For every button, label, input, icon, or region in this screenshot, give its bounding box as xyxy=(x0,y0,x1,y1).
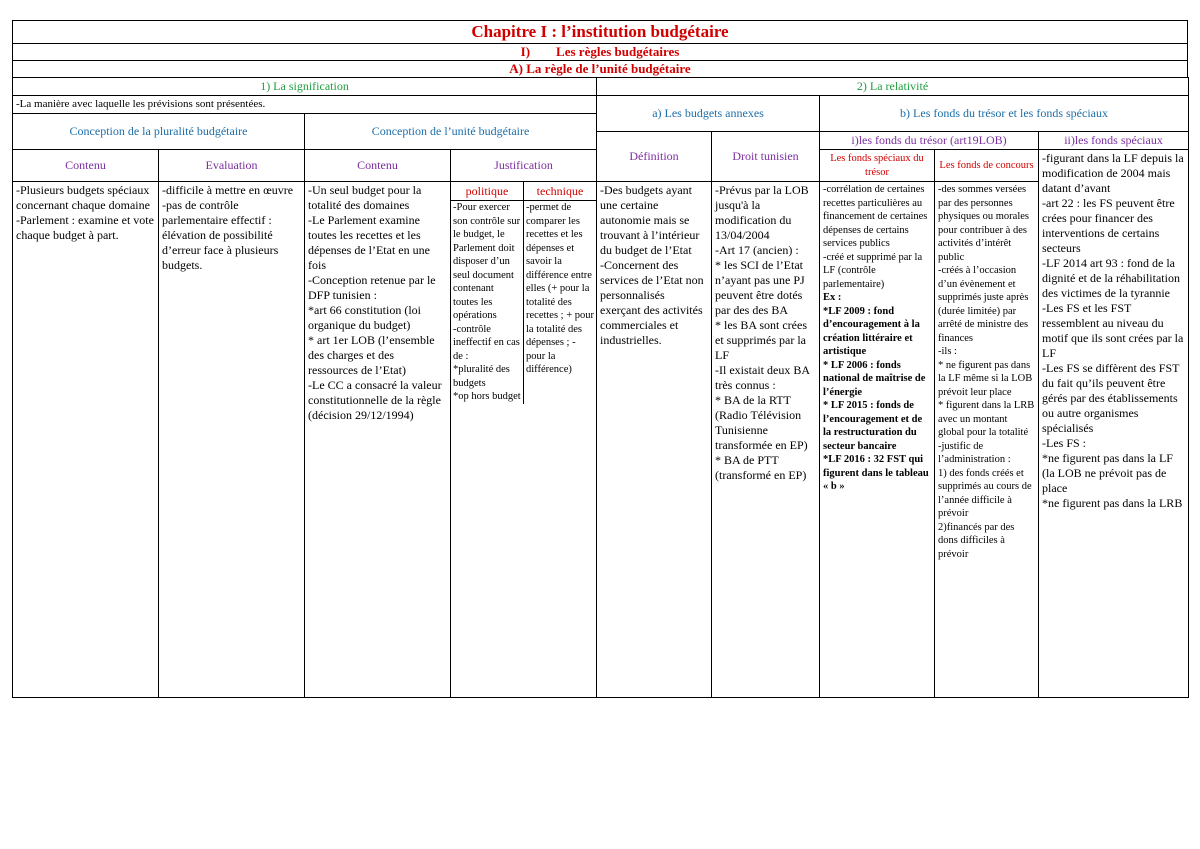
unite-heading: Conception de l’unité budgétaire xyxy=(305,114,597,150)
unite-contenu-cell: -Un seul budget pour la totalité des domaines -Le Parlement examine toutes les recettes et les dépenses de l’Etat en une fois -Conception retenue par le DFP tunisien : *art 66 constitution (loi organique du budget) * art 1er LOB (l’ensemble des charges et des ressources de l’Etat) -Le CC a consacré la valeur constitutionnelle de la règle (décision 29/12/1994) xyxy=(305,182,451,698)
technique-cell: -permet de comparer les recettes et les dépenses et savoir la différence entre elles (+ pour la totalité des recettes ; + pour la totalité des dépenses ; - pour la différence) xyxy=(526,202,595,375)
concours-header: Les fonds de concours xyxy=(935,150,1039,182)
signification-intro: -La manière avec laquelle les prévisions sont présentées. xyxy=(13,96,597,114)
concours-cell: -des sommes versées par des personnes physiques ou morales pour contribuer à des activités d’intérêt public -créés à l’occasion d’un évènement et supprimés juste après (durée limitée) par arrêté de ministre des finances -ils : * ne figurent pas dans la LF même si la LOB prévoit leur place * figurent dans la LRB avec un montant global pour la totalité -justific de l’administration : 1) des fonds créés et supprimés au cours de l’année difficile à prévoir 2)financés par des dons difficiles à prévoir xyxy=(935,182,1039,698)
definition-cell: -Des budgets ayant une certaine autonomie mais se trouvant à l’intérieur du budget de l’Etat -Concernent des services de l’Etat non personnalisés exerçant des activités commerciales et industrielles. xyxy=(597,182,712,698)
droit-col-header: Droit tunisien xyxy=(712,132,820,182)
pluralite-contenu-header: Contenu xyxy=(13,150,159,182)
relativite-heading: 2) La relativité xyxy=(597,78,1189,96)
politique-subheader: politique xyxy=(451,182,524,201)
fonds-tresor-heading: i)les fonds du trésor (art19LOB) xyxy=(820,132,1039,150)
part-title: I) Les règles budgétaires xyxy=(12,43,1188,60)
fonds-speciaux-cell: -figurant dans la LF depuis la modification de 2004 mais datant d’avant -art 22 : les FS peuvent être crées pour financer des interventions de certains secteurs -LF 2014 art 93 : fond de la dignité et de la réhabilitation des victimes de la tyrannie -Les FS et les FST ressemblent au niveau du motif que ils sont crées par la LF -Les FS se diffèrent des FST du fait qu’ils peuvent être gérés par des établissements ou autre organismes spécialisés -Les FS : *ne figurent pas dans la LF (la LOB ne prévoit pas de place *ne figurent pas dans la LRB xyxy=(1039,150,1189,698)
technique-subheader: technique xyxy=(524,182,597,201)
justification-header: Justification xyxy=(451,150,597,182)
pluralite-evaluation-cell: -difficile à mettre en œuvre -pas de contrôle parlementaire effectif : élévation de possibilité d’erreur face à plusieurs budgets. xyxy=(159,182,305,698)
definition-col-header: Définition xyxy=(597,132,712,182)
chapter-title: Chapitre I : l’institution budgétaire xyxy=(12,20,1188,43)
fonds-speciaux-heading: ii)les fonds spéciaux xyxy=(1039,132,1189,150)
content-grid xyxy=(12,77,1189,698)
pluralite-heading: Conception de la pluralité budgétaire xyxy=(13,114,305,150)
budget-summary-table xyxy=(12,20,1188,698)
speciaux-tresor-header: Les fonds spéciaux du trésor xyxy=(820,150,935,182)
justification-cell xyxy=(451,182,597,698)
fonds-heading: b) Les fonds du trésor et les fonds spéciaux xyxy=(820,96,1189,132)
speciaux-tresor-cell: -corrélation de certaines recettes particulières au financement de certaines dépenses de certains services publics -créé et supprimé par la LF (contrôle parlementaire) Ex : *LF 2009 : fond d’encouragement à la création littéraire et artistique * LF 2006 : fonds national de maîtrise de l’énergie * LF 2015 : fonds de l’encouragement et de la restructuration du secteur bancaire *LF 2016 : 32 FST qui figurent dans le tableau « b » xyxy=(820,182,935,698)
budgets-annexes-heading: a) Les budgets annexes xyxy=(597,96,820,132)
politique-cell: -Pour exercer son contrôle sur le budget, le Parlement doit disposer d’un seul document contenant toutes les opérations -contrôle ineffectif en cas de : *pluralité des budgets *op hors budget xyxy=(451,201,524,404)
unite-contenu-header: Contenu xyxy=(305,150,451,182)
section-title: A) La règle de l’unité budgétaire xyxy=(12,60,1188,77)
signification-heading: 1) La signification xyxy=(13,78,597,96)
pluralite-evaluation-header: Evaluation xyxy=(159,150,305,182)
droit-cell: -Prévus par la LOB jusqu'à la modification du 13/04/2004 -Art 17 (ancien) : * les SCI de l’Etat n’ayant pas une PJ peuvent être dotés par des des BA * les BA sont crées et supprimés par la LF -Il existait deux BA très connus : * BA de la RTT (Radio Télévision Tunisienne transformée en EP) * BA de PTT (transformé en EP) xyxy=(712,182,820,698)
pluralite-contenu-cell: -Plusieurs budgets spéciaux concernant chaque domaine -Parlement : examine et vote chaque budget à part. xyxy=(13,182,159,698)
